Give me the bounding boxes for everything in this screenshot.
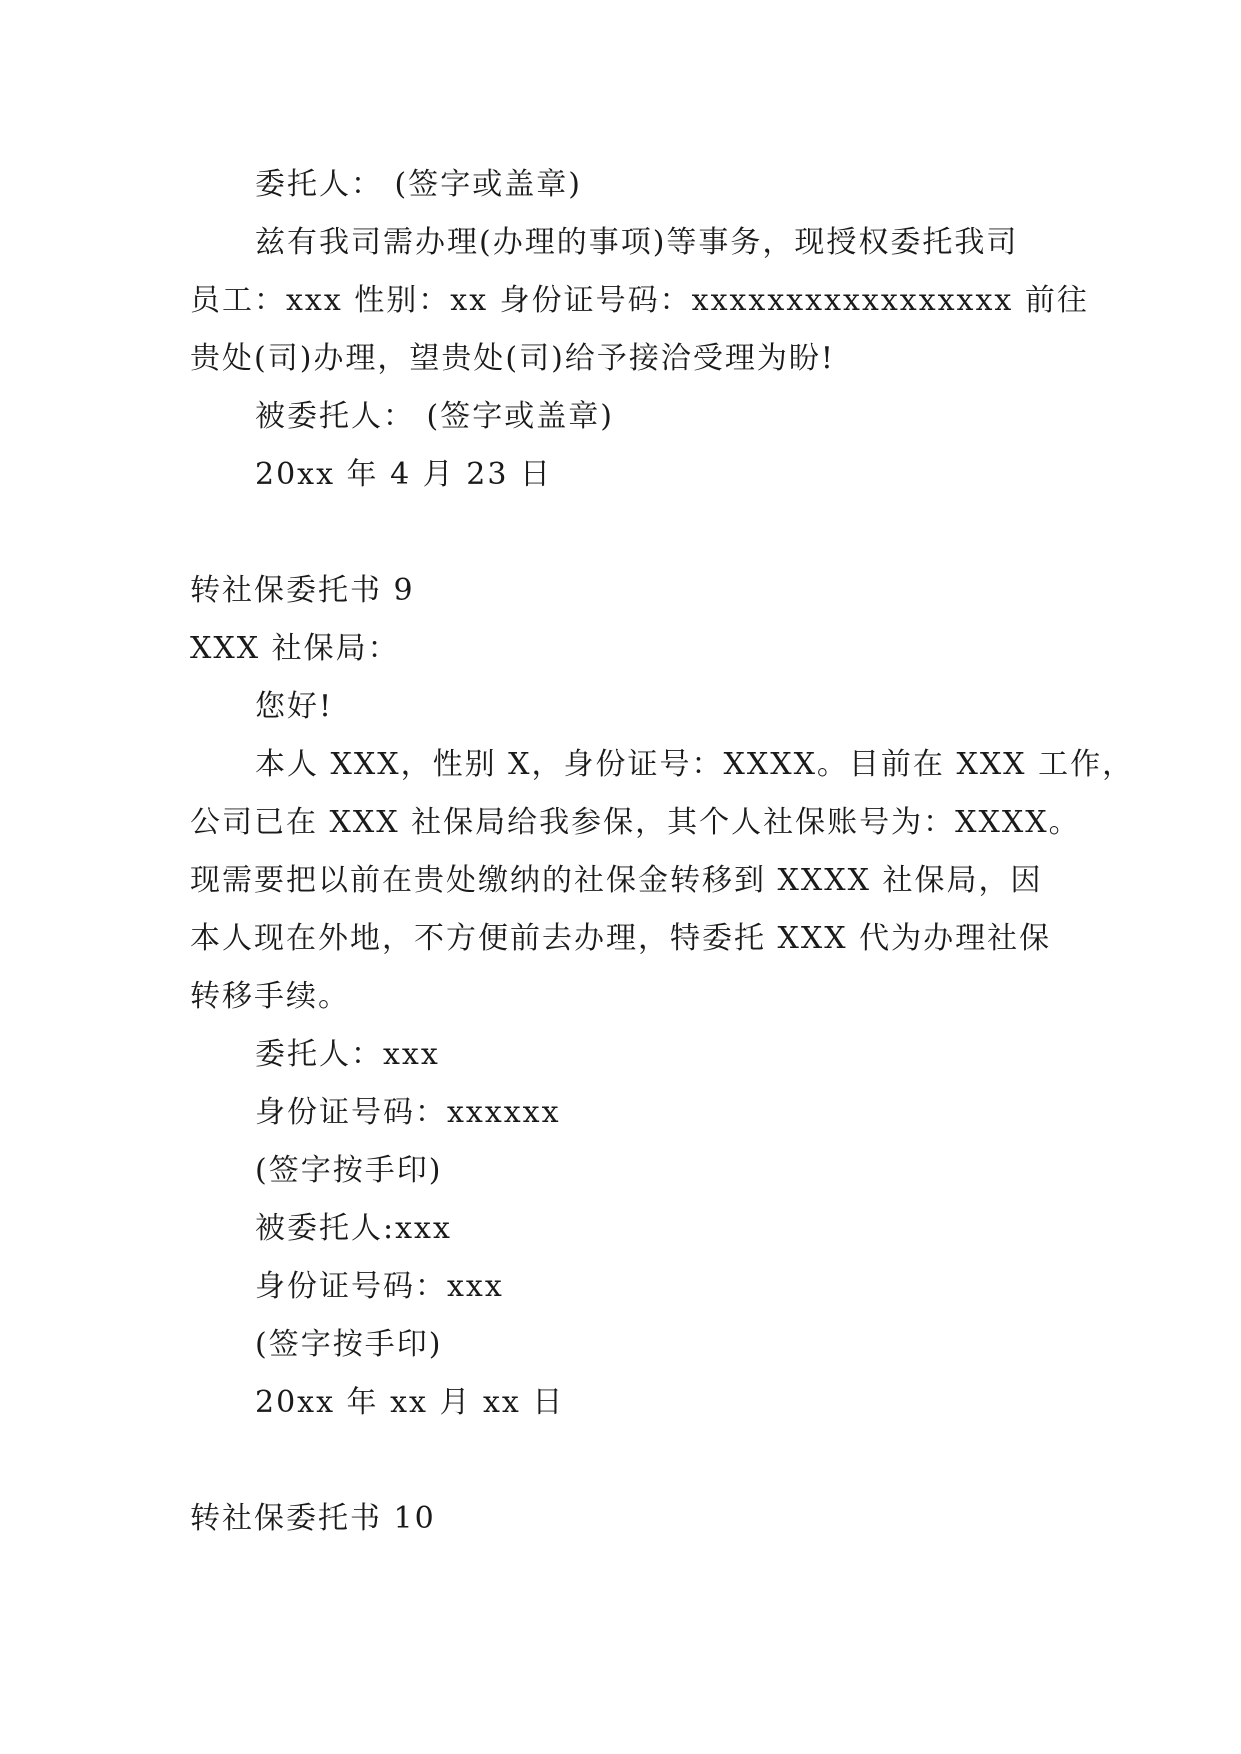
body-paragraph-line: 员工：xxx 性别：xx 身份证号码：xxxxxxxxxxxxxxxxx 前往 [190,283,1089,318]
body-paragraph-line: 转移手续。 [190,979,350,1014]
date-line: 20xx 年 xx 月 xx 日 [255,1385,565,1420]
greeting: 您好! [255,689,334,724]
section-heading: 转社保委托书 9 [190,573,415,608]
body-paragraph-line: 本人 XXX，性别 X，身份证号：XXXX。目前在 XXX 工作， [255,747,1135,782]
principal-line: 委托人：xxx [255,1037,440,1072]
body-paragraph-line: 公司已在 XXX 社保局给我参保，其个人社保账号为：XXXX。 [190,805,1081,840]
section-heading: 转社保委托书 10 [190,1501,436,1536]
signature-note: (签字按手印) [255,1327,443,1362]
body-paragraph-line: 贵处(司)办理，望贵处(司)给予接洽受理为盼! [190,341,835,376]
body-paragraph-line: 兹有我司需办理(办理的事项)等事务，现授权委托我司 [255,225,1019,260]
agent-id-line: 身份证号码：xxx [255,1269,504,1304]
body-paragraph-line: 本人现在外地，不方便前去办理，特委托 XXX 代为办理社保 [190,921,1052,956]
principal-id-line: 身份证号码：xxxxxx [255,1095,561,1130]
principal-signature-line: 委托人： (签字或盖章) [255,167,582,202]
date-line: 20xx 年 4 月 23 日 [255,457,552,492]
agent-line: 被委托人:xxx [255,1211,452,1246]
agent-signature-line: 被委托人： (签字或盖章) [255,399,614,434]
signature-note: (签字按手印) [255,1153,443,1188]
body-paragraph-line: 现需要把以前在贵处缴纳的社保金转移到 XXXX 社保局，因 [190,863,1043,898]
salutation: XXX 社保局： [190,631,400,666]
